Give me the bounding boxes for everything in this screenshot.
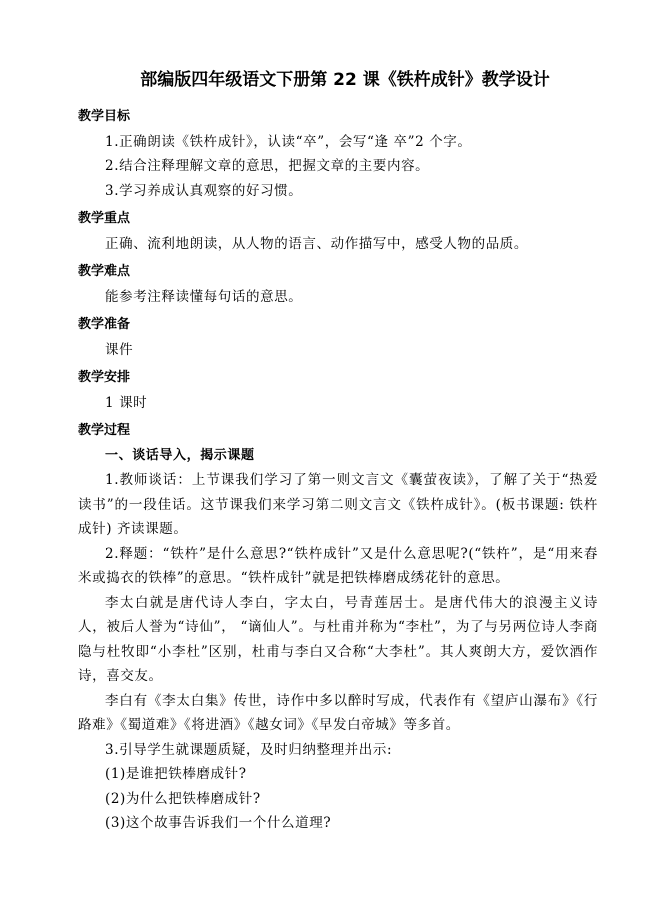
- section-heading-schedule: 教学安排: [78, 370, 131, 385]
- section-heading-preparation: 教学准备: [78, 317, 131, 332]
- process-paragraph: 3.引导学生就课题质疑，及时归纳整理并出示:: [105, 741, 393, 758]
- goal-item: 3.学习养成认真观察的好习惯。: [105, 182, 303, 199]
- document-title: 部编版四年级语文下册第 22 课《铁杵成针》教学设计: [140, 70, 550, 90]
- key-points-text: 正确、流利地朗读，从人物的语言、动作描写中，感受人物的品质。: [105, 235, 528, 252]
- process-paragraph: 李白有《李太白集》传世，诗作中多以醉时写成，代表作有《望庐山瀑布》《行路难》《蜀道难》《将进酒》《越女词》《早发白帝城》等多首。: [78, 692, 598, 733]
- process-question: (3)这个故事告诉我们一个什么道理?: [105, 815, 332, 831]
- section-heading-difficulties: 教学难点: [78, 264, 131, 279]
- section-heading-key-points: 教学重点: [78, 211, 131, 226]
- process-question: (1)是谁把铁棒磨成针?: [105, 766, 247, 782]
- schedule-text: 1 课时: [105, 394, 148, 411]
- process-paragraph: 1.教师谈话：上节课我们学习了第一则文言文《囊萤夜读》，了解了关于“热爱读书”的一段佳话。这节课我们来学习第二则文言文《铁杵成针》。(板书课题: 铁杵成针) 齐读课题。: [78, 472, 598, 537]
- goal-item: 1.正确朗读《铁杵成针》，认读“卒”，会写“逢 卒”2 个字。: [105, 133, 472, 150]
- section-heading-process: 教学过程: [78, 423, 131, 438]
- process-paragraph: 李太白就是唐代诗人李白，字太白，号青莲居士。是唐代伟大的浪漫主义诗人，被后人誉为“诗仙”， “谪仙人”。与杜甫并称为“李杜”，为了与另两位诗人李商隐与杜牧即“小李杜”区别，杜甫与李白又合称“大李杜”。其人爽朗大方，爱饮酒作诗，喜交友。: [78, 594, 598, 684]
- section-heading-goals: 教学目标: [78, 109, 131, 124]
- process-paragraph: 2.释题：“铁杵”是什么意思?“铁杵成针”又是什么意思呢?(“铁杵”，是“用来舂米或捣衣的铁棒”的意思。“铁杵成针”就是把铁棒磨成绣花针的意思。: [78, 545, 598, 586]
- preparation-text: 课件: [105, 341, 134, 358]
- difficulties-text: 能参考注释读懂每句话的意思。: [105, 288, 303, 305]
- process-part-title: 一、谈话导入，揭示课题: [105, 447, 255, 463]
- goal-item: 2.结合注释理解文章的意思，把握文章的主要内容。: [105, 158, 430, 174]
- document-body: [78, 101, 598, 836]
- process-question: (2)为什么把铁棒磨成针?: [105, 790, 261, 807]
